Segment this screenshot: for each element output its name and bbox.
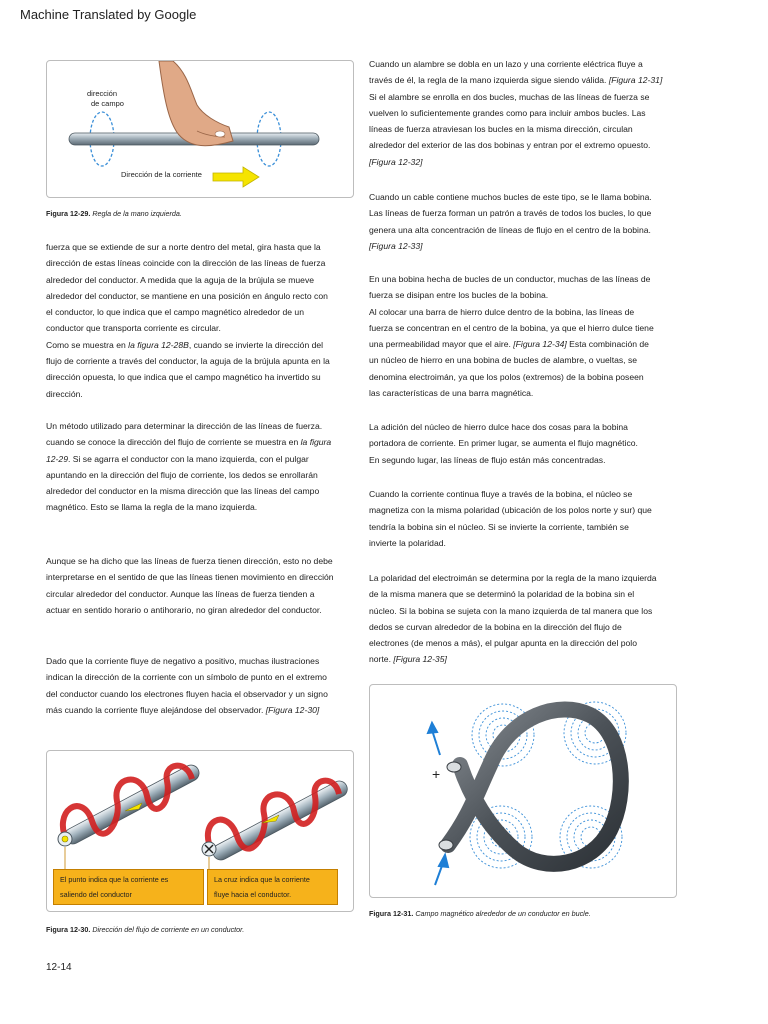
paragraph: Cuando un alambre se dobla en un lazo y una corriente eléctrica fluye a través de él, la regla de la mano izquierda sigue siendo válida. [Figura 12-31] Si el alambre se enrolla en dos bucles, muchas de las líneas de fuerza se vuelven lo suficientemente grandes como para incluir ambos bucles. Las líneas de fuerza atraviesan los bucles en la misma dirección, circulan alrededor del exterior de las dos bobinas y entran por el extremo opuesto. [Figura 12-32] [369, 59, 663, 167]
field-direction-label-2: de campo [91, 99, 124, 108]
left-hand-rule-illustration [47, 61, 353, 197]
positive-sign-label: + [432, 766, 441, 782]
yellow-arrow-icon [213, 167, 259, 187]
current-direction-label: Dirección de la corriente [121, 170, 202, 179]
conductor-loop [448, 709, 621, 863]
figure-12-29-caption: Figura 12-29. Regla de la mano izquierda. [46, 209, 182, 218]
paragraph: Cuando un cable contiene muchos bucles de este tipo, se le llama bobina. Las líneas de fuerza forman un patrón a través de todos los bucles, lo que genera una alta concentración de líneas de flujo en el centro de la bobina. [Figura 12-33] [369, 192, 652, 251]
paragraph: Dado que la corriente fluye de negativo a positivo, muchas ilustraciones indican la dirección de la corriente con un símbolo de punto en el extremo del conductor cuando los electrones fluyen hacia el observador y un signo más cuando la corriente fluye alejándose del observador. [Figura 12-30] [46, 656, 328, 715]
page-header: Machine Translated by Google [20, 7, 197, 22]
figure-12-30 [46, 750, 354, 912]
page-number: 12-14 [46, 962, 72, 973]
dot-symbol-icon [62, 836, 68, 842]
paragraph: La adición del núcleo de hierro dulce hace dos cosas para la bobina portadora de corriente. En primer lugar, se aumenta el flujo magnético. En segundo lugar, las líneas de flujo están más concentradas. [369, 422, 638, 465]
current-arrow-icon [428, 723, 448, 885]
dot-note: El punto indica que la corriente es saliendo del conductor [53, 869, 204, 905]
conductor-dot-illustration [58, 762, 202, 847]
figure-12-29 [46, 60, 354, 198]
paragraph: Aunque se ha dicho que las líneas de fuerza tienen dirección, esto no debe interpretarse en el sentido de que las líneas tienen movimiento en dirección circular alrededor del conductor. Aunque las líneas de fuerza tienden a actuar en sentido horario o antihorario, no giran alrededor del conductor. [46, 556, 334, 615]
figure-12-30-caption: Figura 12-30. Dirección del flujo de corriente en un conductor. [46, 925, 245, 934]
loop-field-illustration [370, 685, 676, 897]
conductor-cross-illustration [202, 778, 350, 863]
figure-12-31-caption: Figura 12-31. Campo magnético alrededor de un conductor en bucle. [369, 909, 591, 918]
paragraph: Un método utilizado para determinar la dirección de las líneas de fuerza. cuando se conoce la dirección del flujo de corriente se muestra en la figura 12-29. Si se agarra el conductor con la mano izquierda, con el pulgar apuntando en la dirección del flujo de corriente, los dedos se enrollarán alrededor del conductor en la misma dirección que las líneas del campo magnético. Esto se llama la regla de la mano izquierda. [46, 421, 332, 513]
paragraph: En una bobina hecha de bucles de un conductor, muchas de las líneas de fuerza se disipan entre los bucles de la bobina. Al colocar una barra de hierro dulce dentro de la bobina, las líneas de fuerza se concentran en el centro de la bobina, ya que el hierro dulce tiene una permeabilidad mayor que el aire. [Figura 12-34] Esta combinación de un núcleo de hierro en una bobina de bucles de alambre, o vueltas, se denomina electroimán, ya que los polos (extremos) de la bobina poseen las características de una barra magnética. [369, 274, 654, 399]
cross-note: La cruz indica que la corriente fluye hacia el conductor. [207, 869, 338, 905]
paragraph: Cuando la corriente continua fluye a través de la bobina, el núcleo se magnetiza con la misma polaridad (ubicación de los polos norte y sur) que tendría la bobina sin el núcleo. Si se invierte la corriente, también se invierte la polaridad. [369, 489, 652, 548]
figure-12-31 [369, 684, 677, 898]
paragraph: fuerza que se extiende de sur a norte dentro del metal, gira hasta que la dirección de estas líneas coincide con la dirección de las líneas de fuerza alrededor del conductor. A medida que la aguja de la brújula se mueve alrededor del conductor, se mantiene en una posición en ángulo recto con el conductor, lo que indica que el campo magnético alrededor de un conductor que transporta corriente es circular. Como se muestra en la figura 12-28B, cuando se invierte la dirección del flujo de corriente a través del conductor, la aguja de la brújula apunta en la dirección opuesta, lo que indica que el campo magnético ha invertido su dirección. [46, 242, 330, 399]
field-direction-label-1: dirección [87, 89, 118, 98]
paragraph: La polaridad del electroimán se determina por la regla de la mano izquierda de la misma manera que se determinó la polaridad de la bobina sin el núcleo. Si la bobina se sujeta con la mano izquierda de tal manera que los dedos se curvan alrededor de la bobina en la dirección del flujo de electrones (de menos a más), el pulgar apunta en la dirección del polo norte. [Figura 12-35] [369, 573, 657, 665]
